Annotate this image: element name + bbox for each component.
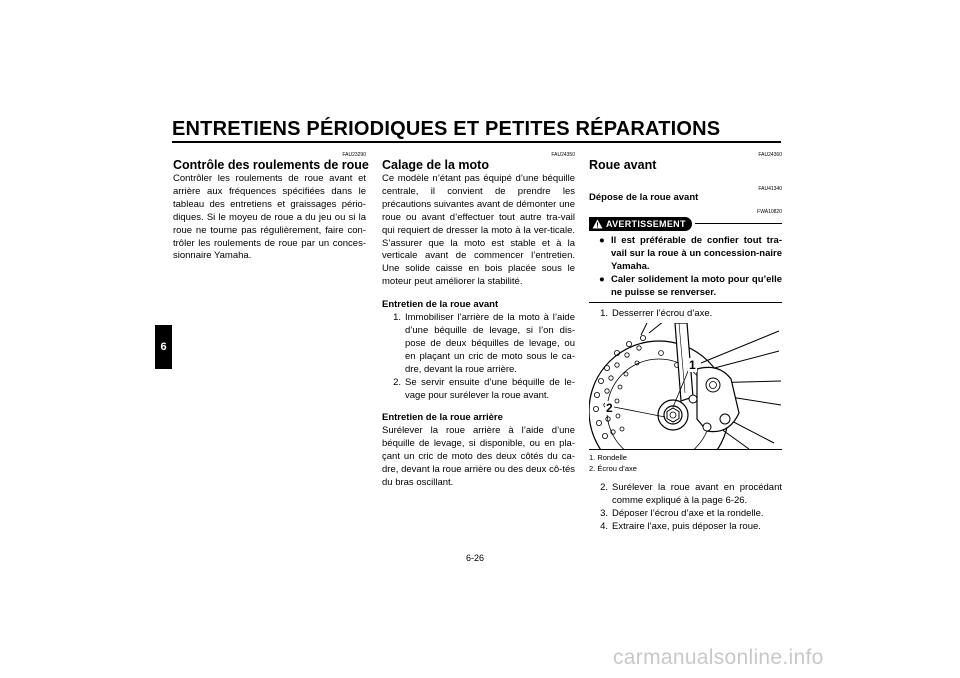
warning-code: FWA10820 xyxy=(757,208,782,215)
section-body: Contrôler les roulements de roue avant et arrière aux fréquences spécifiées dans le tableau des entretiens et graissages pério-diques. Si le moyeu de roue a du jeu ou si la roue ne tourne pas régulièrement, faire con-trôler les roulements de roue par un conces-sionnaire Yamaha. xyxy=(173,173,366,262)
warning-item: ● Il est préférable de confier tout tra-vail sur la roue à un concession-naire Yamaha. xyxy=(599,234,782,272)
removal-subtitle: Dépose de la roue avant xyxy=(589,192,699,203)
page-title: ENTRETIENS PÉRIODIQUES ET PETITES RÉPARATIONS xyxy=(172,118,721,140)
list-item: 1. Desserrer l’écrou d’axe. xyxy=(600,308,713,320)
watermark[interactable]: carmanualsonline.info xyxy=(613,646,824,669)
wheel-axle-illustration xyxy=(589,323,782,450)
subsection-code: FAU41340 xyxy=(758,186,782,192)
list-item: 3. Déposer l’écrou d’axe et la rondelle. xyxy=(600,508,764,520)
front-wheel-subtitle: Entretien de la roue avant xyxy=(382,299,499,311)
list-item: 4. Extraire l’axe, puis déposer la roue. xyxy=(600,521,761,533)
column-wheel-bearings xyxy=(173,148,369,263)
column-support xyxy=(382,148,575,490)
warning-box xyxy=(589,217,782,300)
column-front-wheel xyxy=(589,148,782,534)
section-heading: Contrôle des roulements de roue xyxy=(173,158,369,172)
warning-label: AVERTISSEMENT xyxy=(589,217,692,231)
list-item: 2. Se servir ensuite d’une béquille de le-vage pour surélever la roue avant. xyxy=(393,376,575,401)
figure-caption: 1. Rondelle 2. Écrou d’axe xyxy=(589,453,637,474)
figure-label: 1 xyxy=(689,358,696,373)
rear-wheel-subtitle: Entretien de la roue arrière xyxy=(382,412,503,424)
section-code: FAU23290 xyxy=(342,152,366,158)
figure-label: 2 xyxy=(606,401,613,416)
warning-triangle-icon xyxy=(592,219,603,229)
warning-item: ● Caler solidement la moto pour qu’elle ne puisse se renverser. xyxy=(599,273,782,298)
section-code: FAU24350 xyxy=(551,152,575,158)
rear-wheel-body: Surélever la roue arrière à l’aide d’une béquille de levage, si disponible, ou en pla-çant un cric de moto des deux côtés du ca-dre, devant la roue arrière ou des deux cô-tés du bras oscillant. xyxy=(382,425,575,488)
title-rule xyxy=(172,141,781,143)
brake-disc-illustration xyxy=(589,323,782,449)
section-heading: Roue avant xyxy=(589,158,657,172)
list-item: 1. Immobiliser l’arrière de la moto à l’aide d’une béquille de levage, si l’on dis-pose de deux béquilles de levage, ou en plaçant un cric de moto sous le ca-dre, devant la roue arrière. xyxy=(393,312,575,375)
page-number: 6-26 xyxy=(466,553,485,563)
chapter-tab: 6 xyxy=(155,325,172,369)
list-item: 2. Surélever la roue avant en procédant comme expliqué à la page 6-26. xyxy=(600,482,782,507)
section-body: Ce modèle n’étant pas équipé d’une béquille centrale, il convient de prendre les précautions suivantes avant de démonter une roue ou avant d’effectuer tout autre tra-vail qui requiert de dresser la moto à la ver-ticale. S’assurer que la moto est stable et à la verticale avant de commencer l’entretien. Une solide caisse en bois placée sous le moteur peut améliorer la stabilité. xyxy=(382,173,575,288)
section-code: FAU24360 xyxy=(758,152,782,158)
section-heading: Calage de la moto xyxy=(382,158,489,172)
